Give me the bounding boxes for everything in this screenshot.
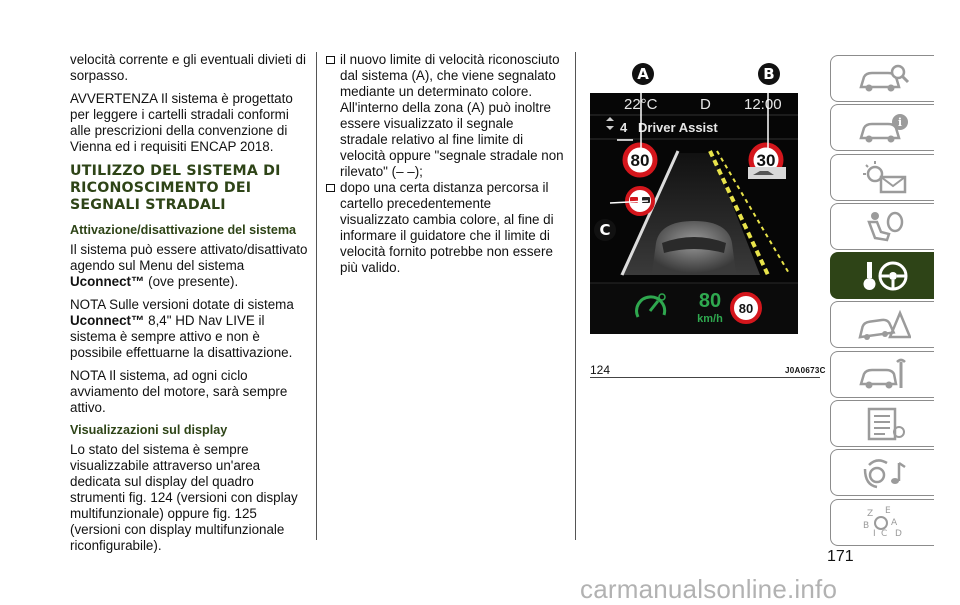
paragraph-note-uconnect (70, 297, 308, 361)
callout-b: B (758, 63, 780, 85)
list-item-text: dopo una certa distanza percorsa il cartello precedentemente visualizzato cambia colore, al fine di informare il guidatore che il limite di velocità fornito potrebbe non essere più valido. (340, 180, 554, 275)
callout-a: A (632, 63, 654, 85)
checkbox-bullet-icon (326, 56, 335, 64)
tab-index[interactable] (830, 499, 934, 546)
column-divider (316, 52, 317, 540)
uconnect-label: Uconnect™ (70, 274, 145, 289)
text-span: NOTA Sulle versioni dotate di sistema (70, 297, 294, 312)
figure-code: J0A0673C (785, 366, 826, 375)
paragraph-warning: AVVERTENZA Il sistema è progettato per leggere i cartelli stradali conformi alle prescrizioni della convenzione di Vienna ed i requisiti ENCAP 2018. (70, 91, 293, 154)
watermark-text: carmanualsonline.info (580, 574, 838, 604)
checkbox-bullet-icon (326, 184, 335, 192)
text-span: Il sistema può essere attivato/disattivato agendo sul Menu del sistema (70, 242, 308, 273)
svg-text:B: B (862, 521, 869, 532)
car-info-icon (855, 110, 911, 146)
text-column-middle (326, 52, 564, 276)
figure-rule (590, 377, 820, 378)
tab-warning-lights[interactable] (830, 154, 934, 201)
key-steering-wheel-icon (855, 258, 911, 294)
page-number: 171 (827, 548, 854, 565)
tab-starting-and-driving[interactable] (830, 252, 934, 299)
callout-line-c (600, 200, 650, 210)
paragraph-activation (70, 242, 308, 290)
paragraph-note-cycle: NOTA Il sistema, ad ogni ciclo avviamento del motore, sarà sempre attivo. (70, 368, 288, 415)
svg-text:i: i (897, 115, 902, 129)
airbag-seat-icon (855, 208, 911, 244)
car-breakdown-warning-icon (855, 307, 911, 343)
uconnect-label: Uconnect™ (70, 313, 145, 328)
tab-safety[interactable] (830, 203, 934, 250)
text-span: (ove presente). (144, 274, 239, 289)
multimedia-icon (855, 455, 911, 491)
column-divider (575, 52, 576, 540)
speed-unit: km/h (697, 313, 723, 325)
tab-servicing[interactable] (830, 351, 934, 398)
text-column-left (70, 52, 308, 561)
alphabetical-index-icon (855, 504, 911, 540)
list-item (326, 180, 564, 276)
sign-b-value: 30 (756, 151, 776, 170)
car-search-icon (855, 61, 911, 97)
menu-title-text: Driver Assist (638, 120, 718, 135)
sign-bottom-value: 80 (738, 301, 754, 316)
tab-multimedia[interactable] (830, 449, 934, 496)
car-service-tools-icon (855, 356, 911, 392)
callout-c: C (594, 219, 616, 241)
section-heading: UTILIZZO DEL SISTEMA DI RICONOSCIMENTO DEI SEGNALI STRADALI (70, 163, 281, 213)
text-span: 8,4" HD Nav LIVE il sistema è sempre attivo e non è possibile effettuarne la disattivazione. (70, 313, 293, 360)
technical-data-list-icon (855, 406, 911, 442)
list-item-text: il nuovo limite di velocità riconosciuto dal sistema (A), che viene segnalato mediante un determinato colore. All'interno della zona (A) può inoltre essere visualizzato il segnale stradale relativo al fine limite di velocità oppure "segnale stradale non rilevato" (– –); (340, 52, 564, 179)
list-item (326, 52, 564, 180)
temperature-text: 22°C (624, 96, 658, 113)
gear-text: D (700, 96, 711, 113)
warning-lights-message-icon (855, 159, 911, 195)
svg-text:C: C (880, 529, 887, 540)
subheading-display: Visualizzazioni sul display (70, 423, 228, 437)
svg-text:I: I (872, 529, 876, 540)
tab-instrument-panel[interactable] (830, 104, 934, 151)
svg-text:E: E (884, 506, 891, 517)
sign-a-value: 80 (630, 151, 650, 170)
figure-number: 124 (590, 363, 611, 377)
menu-index-text: 4 (620, 120, 628, 135)
time-text: 12:00 (744, 96, 782, 113)
chapter-tabs (830, 55, 934, 548)
svg-text:D: D (894, 529, 902, 540)
svg-text:Z: Z (866, 509, 873, 520)
speed-value: 80 (698, 290, 722, 312)
paragraph-continuation: velocità corrente e gli eventuali divieti di sorpasso. (70, 52, 306, 83)
tab-emergency[interactable] (830, 301, 934, 348)
svg-text:A: A (890, 518, 897, 529)
tab-technical-data[interactable] (830, 400, 934, 447)
subheading-activation: Attivazione/disattivazione del sistema (70, 223, 297, 237)
callout-lines (585, 60, 785, 160)
paragraph-display: Lo stato del sistema è sempre visualizzabile attraverso un'area dedicata sul display del quadro strumenti fig. 124 (versioni con display multifunzionale) oppure fig. 125 (versioni con display multifunzionale riconfigurabile). (70, 442, 298, 553)
tab-knowing-your-car[interactable] (830, 55, 934, 102)
